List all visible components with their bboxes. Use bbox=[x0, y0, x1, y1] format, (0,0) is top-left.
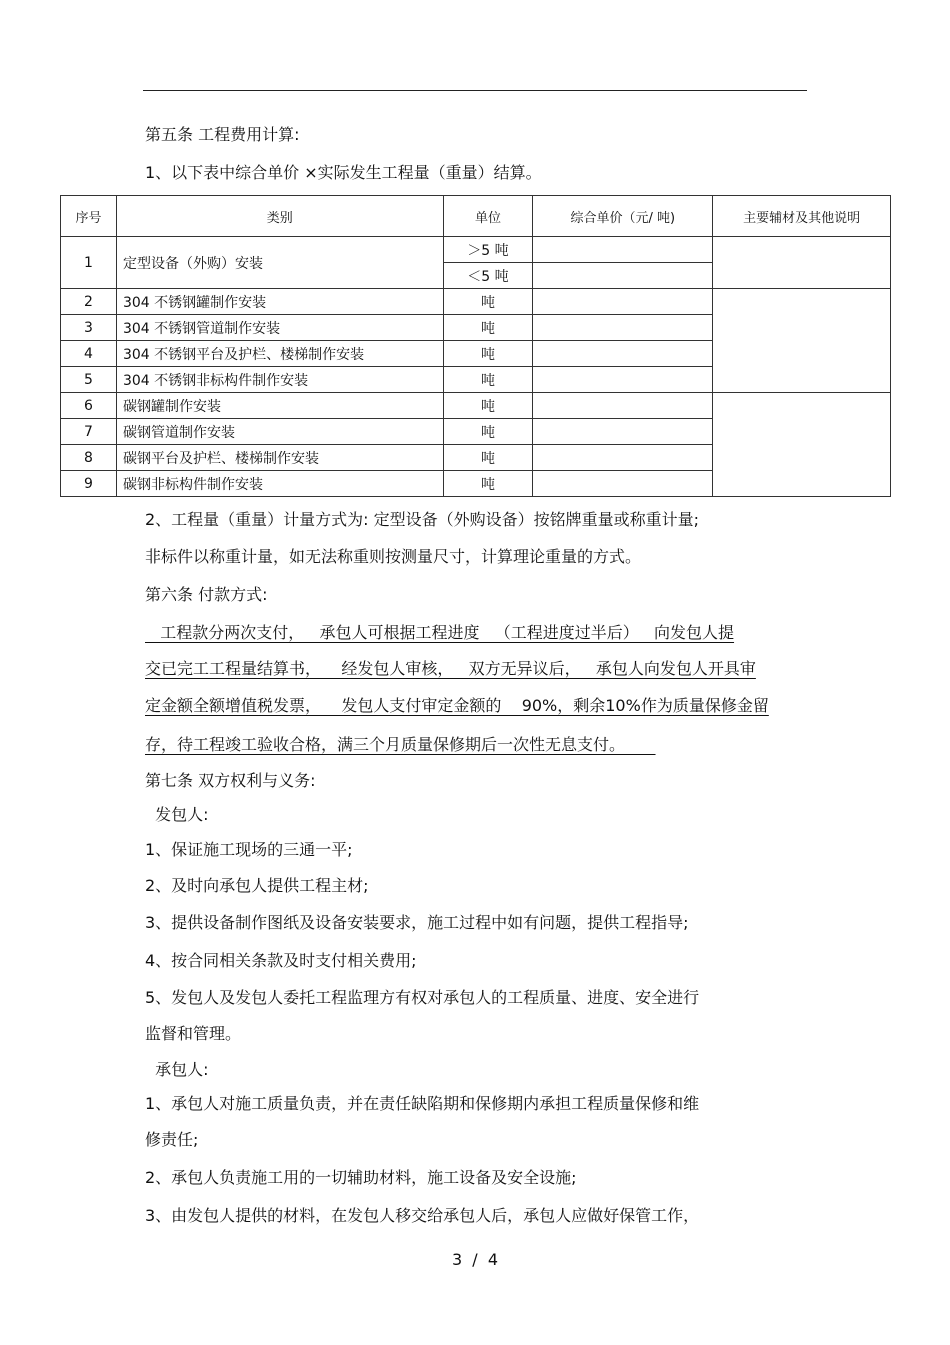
employer-item: 1、保证施工现场的三通一平; bbox=[145, 840, 353, 859]
row-category: 304 不锈钢罐制作安装 bbox=[116, 289, 443, 315]
row-category: 碳钢平台及护栏、楼梯制作安装 bbox=[116, 445, 443, 471]
article-6-heading: 第六条 付款方式: bbox=[145, 585, 268, 604]
contractor-label: 承包人: bbox=[145, 1060, 209, 1079]
contractor-item: 修责任; bbox=[145, 1130, 199, 1149]
row-unit: 吨 bbox=[443, 419, 533, 445]
article-7-heading: 第七条 双方权利与义务: bbox=[145, 771, 316, 790]
table-row bbox=[61, 237, 891, 263]
contractor-item: 1、承包人对施工质量负责，并在责任缺陷期和保修期内承担工程质量保修和维 bbox=[145, 1094, 700, 1113]
row-price-cell bbox=[533, 315, 713, 341]
row-seq: 5 bbox=[61, 367, 117, 393]
header-seq: 序号 bbox=[61, 196, 117, 237]
row-seq: 3 bbox=[61, 315, 117, 341]
row-unit: 吨 bbox=[443, 341, 533, 367]
payment-paragraph-line: 存，待工程竣工验收合格，满三个月质量保修期后一次性无息支付。 bbox=[145, 735, 656, 754]
contractor-item: 3、由发包人提供的材料，在发包人移交给承包人后，承包人应做好保管工作， bbox=[145, 1206, 700, 1225]
row-category: 304 不锈钢非标构件制作安装 bbox=[116, 367, 443, 393]
employer-item: 3、提供设备制作图纸及设备安装要求，施工过程中如有问题，提供工程指导; bbox=[145, 913, 689, 932]
employer-item: 4、按合同相关条款及时支付相关费用; bbox=[145, 951, 417, 970]
row-price-cell bbox=[533, 263, 713, 289]
row-unit: 吨 bbox=[443, 445, 533, 471]
row-unit: ＜5 吨 bbox=[443, 263, 533, 289]
header-category: 类别 bbox=[116, 196, 443, 237]
row-seq: 1 bbox=[61, 237, 117, 289]
row-category: 碳钢管道制作安装 bbox=[116, 419, 443, 445]
row-category: 定型设备（外购）安装 bbox=[116, 237, 443, 289]
row-unit: 吨 bbox=[443, 367, 533, 393]
fee-table bbox=[60, 195, 891, 497]
page-number: 3 / 4 bbox=[451, 1250, 499, 1269]
employer-item: 5、发包人及发包人委托工程监理方有权对承包人的工程质量、进度、安全进行 bbox=[145, 988, 700, 1007]
row-seq: 6 bbox=[61, 393, 117, 419]
row-price-cell bbox=[533, 289, 713, 315]
notes-cell-group-2 bbox=[713, 289, 891, 393]
row-seq: 2 bbox=[61, 289, 117, 315]
row-seq: 8 bbox=[61, 445, 117, 471]
notes-cell-group-3 bbox=[713, 393, 891, 497]
measurement-method-line-2: 非标件以称重计量，如无法称重则按测量尺寸，计算理论重量的方式。 bbox=[145, 547, 642, 566]
employer-item: 2、及时向承包人提供工程主材; bbox=[145, 876, 369, 895]
payment-paragraph-line: 定金额全额增值税发票， 发包人支付审定金额的 90%，剩余10%作为质量保修金留 bbox=[145, 696, 769, 715]
table-header-row bbox=[61, 196, 891, 237]
row-price-cell bbox=[533, 471, 713, 497]
header-notes: 主要辅材及其他说明 bbox=[713, 196, 891, 237]
row-unit: 吨 bbox=[443, 315, 533, 341]
row-seq: 9 bbox=[61, 471, 117, 497]
row-category: 碳钢非标构件制作安装 bbox=[116, 471, 443, 497]
payment-paragraph-line: 交已完工工程量结算书， 经发包人审核， 双方无异议后， 承包人向发包人开具审 bbox=[145, 659, 756, 678]
row-price-cell bbox=[533, 445, 713, 471]
employer-label: 发包人: bbox=[145, 805, 209, 824]
header-unit: 单位 bbox=[443, 196, 533, 237]
payment-paragraph-line: 工程款分两次支付， 承包人可根据工程进度 （工程进度过半后） 向发包人提 bbox=[145, 623, 735, 642]
row-unit: 吨 bbox=[443, 471, 533, 497]
table-row bbox=[61, 289, 891, 315]
row-unit: 吨 bbox=[443, 289, 533, 315]
row-seq: 4 bbox=[61, 341, 117, 367]
row-category: 碳钢罐制作安装 bbox=[116, 393, 443, 419]
row-price-cell bbox=[533, 341, 713, 367]
row-price-cell bbox=[533, 367, 713, 393]
row-price-cell bbox=[533, 419, 713, 445]
measurement-method-line-1: 2、工程量（重量）计量方式为: 定型设备（外购设备）按铭牌重量或称重计量; bbox=[145, 510, 700, 529]
row-category: 304 不锈钢平台及护栏、楼梯制作安装 bbox=[116, 341, 443, 367]
notes-cell-group-1 bbox=[713, 237, 891, 289]
header-rule bbox=[143, 90, 807, 91]
contractor-item: 2、承包人负责施工用的一切辅助材料，施工设备及安全设施; bbox=[145, 1168, 577, 1187]
article-5-item-1: 1、以下表中综合单价 ×实际发生工程量（重量）结算。 bbox=[145, 163, 542, 182]
row-price-cell bbox=[533, 393, 713, 419]
row-seq: 7 bbox=[61, 419, 117, 445]
row-category: 304 不锈钢管道制作安装 bbox=[116, 315, 443, 341]
row-unit: 吨 bbox=[443, 393, 533, 419]
row-price-cell bbox=[533, 237, 713, 263]
row-unit: ＞5 吨 bbox=[443, 237, 533, 263]
table-row bbox=[61, 393, 891, 419]
header-unit-price: 综合单价（元/ 吨) bbox=[533, 196, 713, 237]
article-5-heading: 第五条 工程费用计算: bbox=[145, 125, 300, 144]
employer-item: 监督和管理。 bbox=[145, 1024, 242, 1043]
